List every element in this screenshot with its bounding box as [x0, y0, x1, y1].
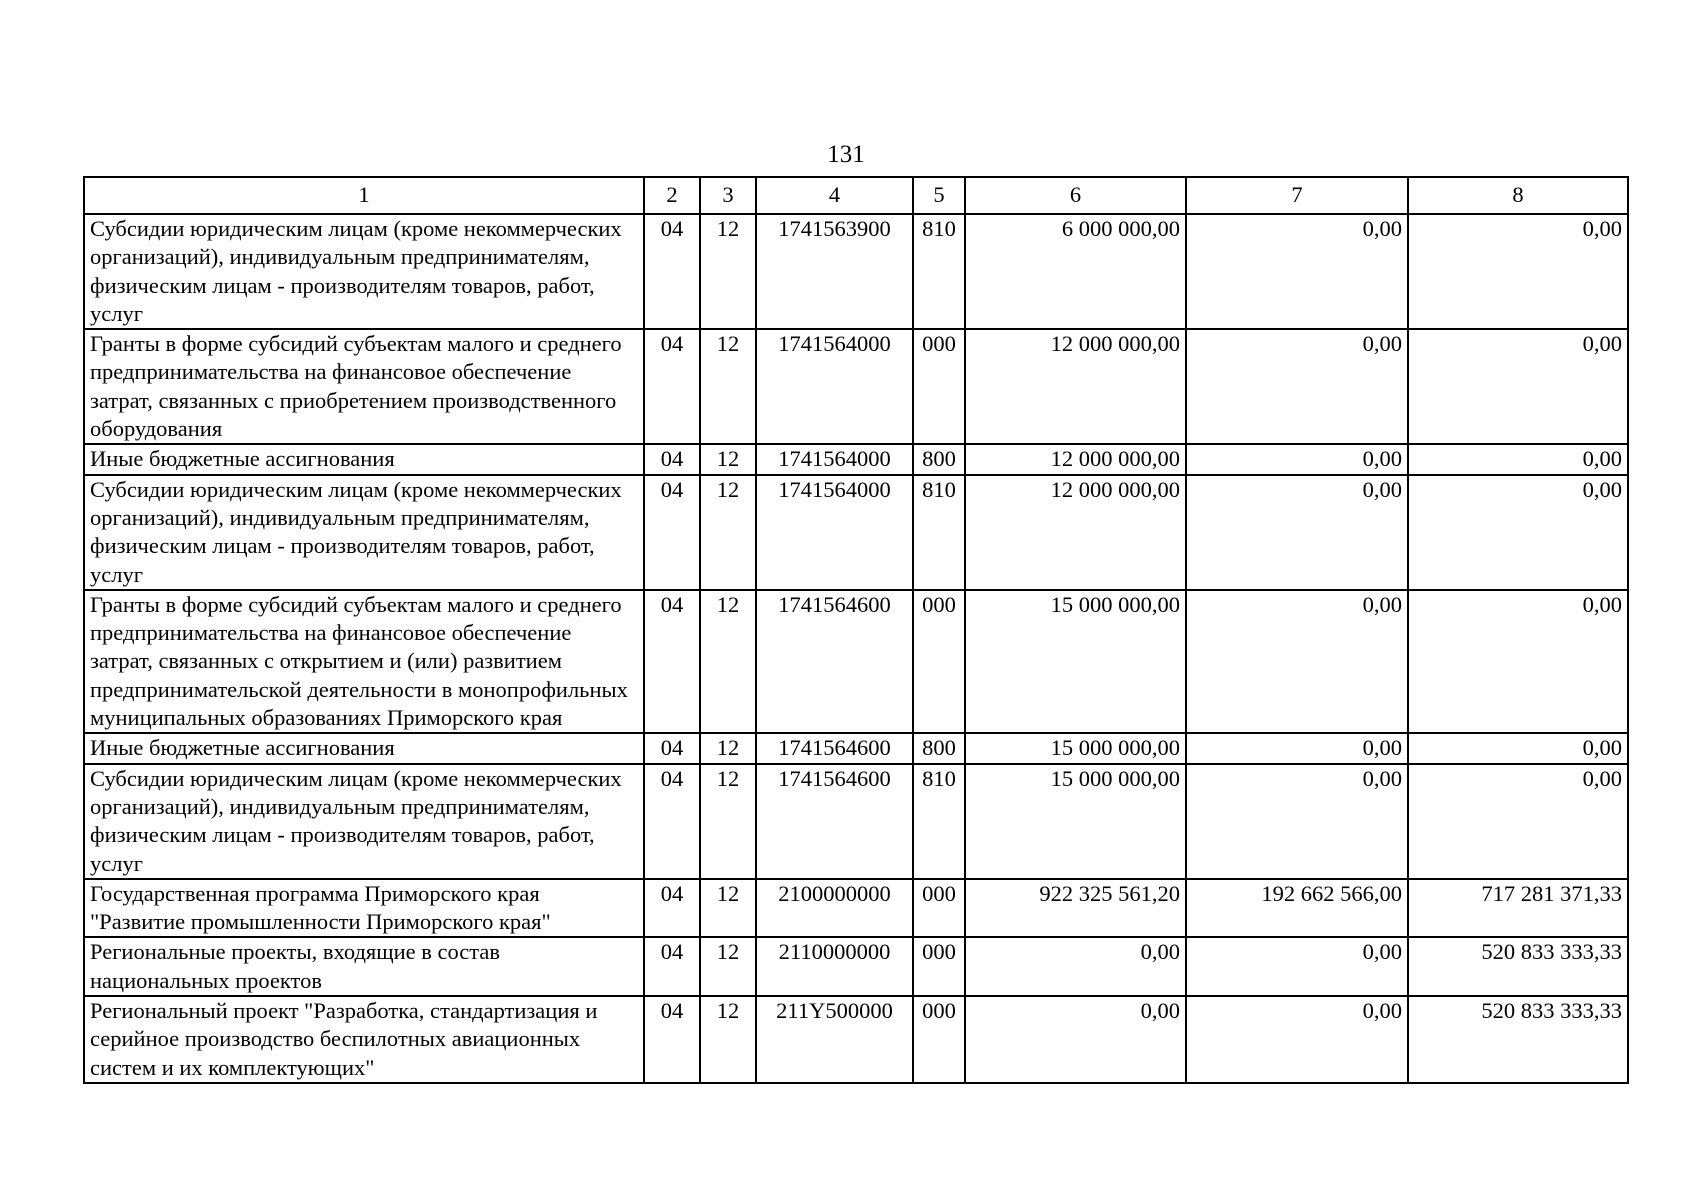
row-expense-type: 000 — [913, 590, 965, 733]
row-subsection: 12 — [700, 937, 756, 996]
row-amount-6: 12 000 000,00 — [965, 475, 1186, 590]
column-header: 2 — [644, 177, 700, 214]
column-header: 4 — [756, 177, 913, 214]
row-name: Иные бюджетные ассигнования — [84, 444, 644, 474]
row-section: 04 — [644, 764, 700, 879]
column-header: 3 — [700, 177, 756, 214]
row-expense-type: 810 — [913, 475, 965, 590]
row-amount-8: 0,00 — [1408, 444, 1628, 474]
row-name: Региональные проекты, входящие в состав национальных проектов — [84, 937, 644, 996]
row-section: 04 — [644, 214, 700, 329]
row-amount-7: 192 662 566,00 — [1186, 879, 1408, 938]
row-expense-type: 000 — [913, 996, 965, 1083]
row-section: 04 — [644, 996, 700, 1083]
row-amount-6: 15 000 000,00 — [965, 764, 1186, 879]
column-header: 8 — [1408, 177, 1628, 214]
row-target-article: 1741564600 — [756, 590, 913, 733]
row-amount-8: 520 833 333,33 — [1408, 937, 1628, 996]
row-section: 04 — [644, 937, 700, 996]
row-amount-7: 0,00 — [1186, 764, 1408, 879]
row-amount-6: 6 000 000,00 — [965, 214, 1186, 329]
column-header: 1 — [84, 177, 644, 214]
row-amount-8: 0,00 — [1408, 329, 1628, 444]
table-row — [84, 214, 1628, 329]
column-header: 5 — [913, 177, 965, 214]
row-amount-7: 0,00 — [1186, 590, 1408, 733]
row-subsection: 12 — [700, 590, 756, 733]
row-amount-8: 0,00 — [1408, 733, 1628, 763]
table-row — [84, 764, 1628, 879]
table-row — [84, 444, 1628, 474]
row-amount-7: 0,00 — [1186, 214, 1408, 329]
row-expense-type: 810 — [913, 214, 965, 329]
table-row — [84, 733, 1628, 763]
row-amount-8: 520 833 333,33 — [1408, 996, 1628, 1083]
row-section: 04 — [644, 590, 700, 733]
table-row — [84, 937, 1628, 996]
table-row — [84, 996, 1628, 1083]
row-amount-6: 922 325 561,20 — [965, 879, 1186, 938]
row-amount-7: 0,00 — [1186, 444, 1408, 474]
row-name: Гранты в форме субсидий субъектам малого и среднего предпринимательства на финансовое обеспечение затрат, связанных с приобретением производственного оборудования — [84, 329, 644, 444]
page-number: 131 — [827, 141, 865, 168]
row-amount-8: 0,00 — [1408, 475, 1628, 590]
row-subsection: 12 — [700, 444, 756, 474]
row-amount-6: 12 000 000,00 — [965, 329, 1186, 444]
row-name: Гранты в форме субсидий субъектам малого и среднего предпринимательства на финансовое обеспечение затрат, связанных с открытием и (или) развитием предпринимательской деятельности в монопрофильных муниципальных образованиях Приморского края — [84, 590, 644, 733]
row-name: Субсидии юридическим лицам (кроме некоммерческих организаций), индивидуальным предпринимателям, физическим лицам - производителям товаров, работ, услуг — [84, 764, 644, 879]
row-section: 04 — [644, 444, 700, 474]
row-name: Иные бюджетные ассигнования — [84, 733, 644, 763]
row-amount-6: 0,00 — [965, 996, 1186, 1083]
row-target-article: 2110000000 — [756, 937, 913, 996]
row-expense-type: 000 — [913, 879, 965, 938]
row-expense-type: 800 — [913, 444, 965, 474]
row-name: Субсидии юридическим лицам (кроме некоммерческих организаций), индивидуальным предпринимателям, физическим лицам - производителям товаров, работ, услуг — [84, 214, 644, 329]
row-subsection: 12 — [700, 879, 756, 938]
table-row — [84, 475, 1628, 590]
column-header: 6 — [965, 177, 1186, 214]
row-amount-8: 0,00 — [1408, 764, 1628, 879]
row-section: 04 — [644, 879, 700, 938]
row-subsection: 12 — [700, 996, 756, 1083]
row-section: 04 — [644, 733, 700, 763]
row-subsection: 12 — [700, 329, 756, 444]
row-subsection: 12 — [700, 214, 756, 329]
row-target-article: 1741564000 — [756, 329, 913, 444]
row-target-article: 1741564000 — [756, 475, 913, 590]
row-amount-7: 0,00 — [1186, 329, 1408, 444]
row-name: Государственная программа Приморского края "Развитие промышленности Приморского края" — [84, 879, 644, 938]
row-section: 04 — [644, 475, 700, 590]
row-target-article: 1741563900 — [756, 214, 913, 329]
row-subsection: 12 — [700, 733, 756, 763]
table-header-row — [84, 177, 1628, 214]
row-subsection: 12 — [700, 475, 756, 590]
row-amount-6: 15 000 000,00 — [965, 733, 1186, 763]
row-amount-7: 0,00 — [1186, 996, 1408, 1083]
row-name: Субсидии юридическим лицам (кроме некоммерческих организаций), индивидуальным предпринимателям, физическим лицам - производителям товаров, работ, услуг — [84, 475, 644, 590]
row-target-article: 2100000000 — [756, 879, 913, 938]
column-header: 7 — [1186, 177, 1408, 214]
row-target-article: 1741564600 — [756, 764, 913, 879]
row-amount-7: 0,00 — [1186, 475, 1408, 590]
row-amount-6: 15 000 000,00 — [965, 590, 1186, 733]
budget-table — [83, 176, 1629, 1084]
row-expense-type: 000 — [913, 937, 965, 996]
row-amount-7: 0,00 — [1186, 733, 1408, 763]
table-row — [84, 879, 1628, 938]
row-target-article: 1741564600 — [756, 733, 913, 763]
row-expense-type: 000 — [913, 329, 965, 444]
row-target-article: 211Y500000 — [756, 996, 913, 1083]
row-amount-6: 12 000 000,00 — [965, 444, 1186, 474]
row-amount-8: 0,00 — [1408, 214, 1628, 329]
row-subsection: 12 — [700, 764, 756, 879]
row-section: 04 — [644, 329, 700, 444]
row-amount-8: 0,00 — [1408, 590, 1628, 733]
row-target-article: 1741564000 — [756, 444, 913, 474]
table-row — [84, 329, 1628, 444]
row-amount-8: 717 281 371,33 — [1408, 879, 1628, 938]
row-expense-type: 810 — [913, 764, 965, 879]
row-expense-type: 800 — [913, 733, 965, 763]
row-amount-6: 0,00 — [965, 937, 1186, 996]
row-name: Региональный проект "Разработка, стандартизация и серийное производство беспилотных авиационных систем и их комплектующих" — [84, 996, 644, 1083]
table-row — [84, 590, 1628, 733]
row-amount-7: 0,00 — [1186, 937, 1408, 996]
